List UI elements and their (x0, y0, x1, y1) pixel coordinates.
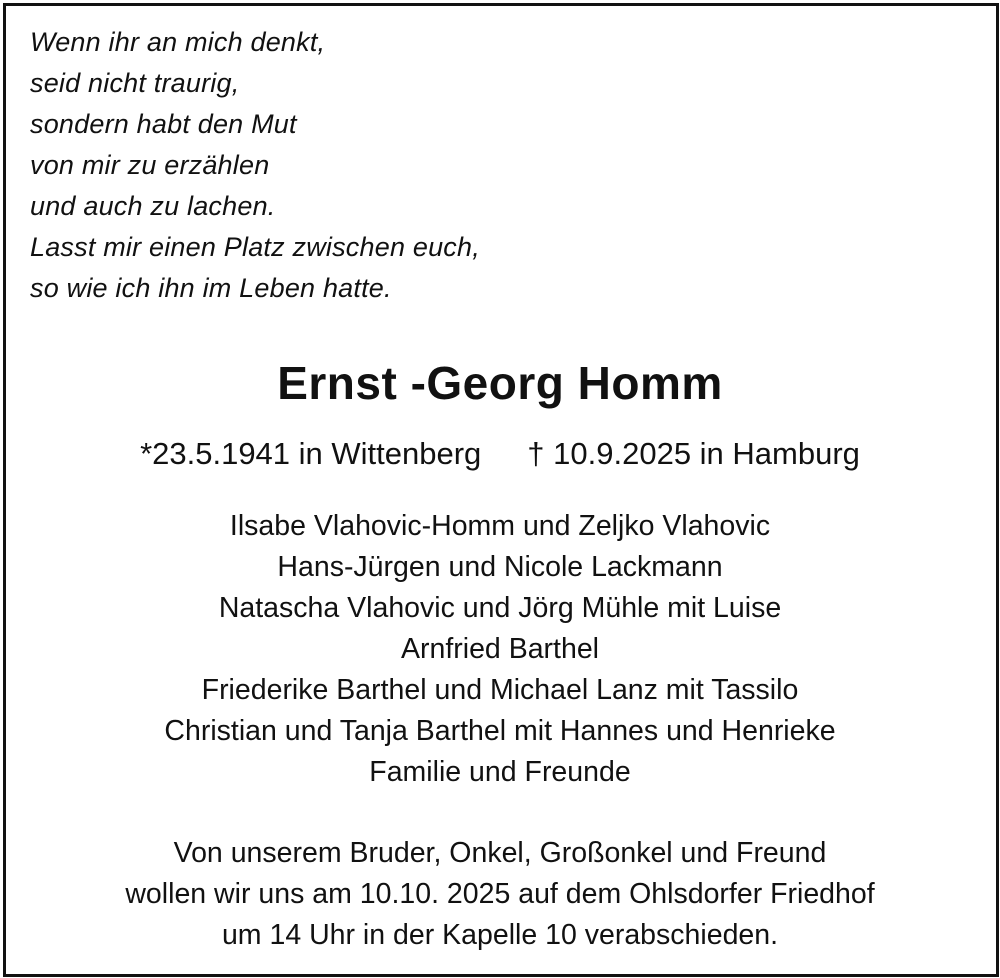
deceased-name: Ernst -Georg Homm (277, 357, 723, 409)
mourner-line: Ilsabe Vlahovic-Homm und Zeljko Vlahovic (229, 510, 771, 542)
mourner-line: Familie und Freunde (369, 756, 631, 788)
farewell-line: Von unserem Bruder, Onkel, Großonkel und Freund (173, 837, 827, 869)
poem-line: Wenn ihr an mich denkt, (30, 27, 326, 57)
poem-line: so wie ich ihn im Leben hatte. (30, 273, 392, 303)
poem (30, 22, 480, 309)
life-dates (0, 436, 1000, 472)
mourner-line: Natascha Vlahovic und Jörg Mühle mit Luise (218, 592, 782, 624)
poem-line: sondern habt den Mut (30, 109, 297, 139)
birth-date: *23.5.1941 in Wittenberg (140, 436, 482, 471)
poem-line: und auch zu lachen. (30, 191, 276, 221)
poem-line: Lasst mir einen Platz zwischen euch, (30, 232, 480, 262)
poem-line: von mir zu erzählen (30, 150, 270, 180)
mourner-line: Christian und Tanja Barthel mit Hannes und Henrieke (164, 715, 836, 747)
death-date: † 10.9.2025 in Hamburg (527, 436, 860, 471)
mourner-line: Arnfried Barthel (400, 633, 599, 665)
farewell-notice (0, 833, 1000, 956)
mourners-list (0, 506, 1000, 793)
farewell-line: wollen wir uns am 10.10. 2025 auf dem Ohlsdorfer Friedhof (125, 878, 875, 910)
mourner-line: Friederike Barthel und Michael Lanz mit Tassilo (201, 674, 799, 706)
farewell-line: um 14 Uhr in der Kapelle 10 verabschieden. (221, 919, 779, 951)
mourner-line: Hans-Jürgen und Nicole Lackmann (277, 551, 723, 583)
poem-line: seid nicht traurig, (30, 68, 240, 98)
